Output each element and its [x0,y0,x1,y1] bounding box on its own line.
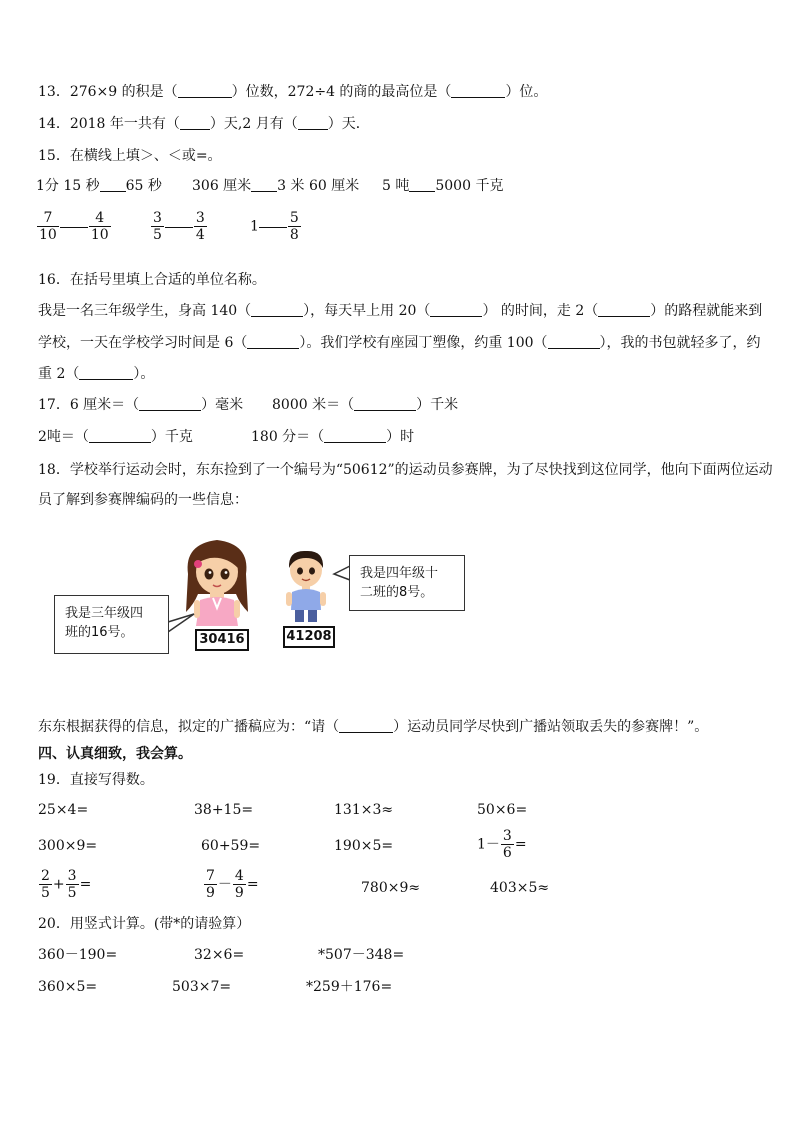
calc-item: 60+59= [201,838,261,854]
girl-badge: 30416 [195,629,249,651]
calc-item-fraction: $\frac{2}{5}$ + $\frac{3}{5}$ = [41,868,92,901]
q16-title: 16．在括号里填上合适的单位名称。 [38,272,266,288]
q15-fraction-compare-2: $\frac{3}{5}$ $\frac{3}{4}$ [153,210,205,243]
q16-line-3: 重 2（ ）。 [38,366,155,382]
q17-item-4: 180 分＝（ ）时 [251,429,415,445]
q19-title: 19．直接写得数。 [38,772,154,788]
q16-line-1: 我是一名三年级学生，身高 140（ ），每天早上用 20（ ） 的时间，走 2（ ）的路程就能来到 [38,303,763,319]
girl-speech-bubble: 我是三年级四 班的16号。 [54,595,169,654]
calc-item: 360－190= [38,947,118,963]
calc-item: 503×7= [172,979,232,995]
q18-text-2: 员了解到参赛牌编码的一些信息： [38,492,248,508]
q15-title: 15．在横线上填＞、＜或=。 [38,148,222,164]
q15-compare-3: 5 吨 5000 千克 [382,178,504,194]
calc-item: 360×5= [38,979,98,995]
boy-badge: 41208 [283,626,335,648]
calc-item: 780×9≈ [361,880,421,896]
calc-item: *507－348= [318,947,405,963]
q14: 14．2018 年一共有（ ）天,2 月有（ ）天． [38,116,370,132]
q15-compare-1: 1分 15 秒 65 秒 [36,178,162,194]
q15-fraction-compare-3: 1 $\frac{5}{8}$ [250,210,299,243]
calc-item: *259＋176= [306,979,393,995]
q16-line-2: 学校，一天在学校学习时间是 6（ ）。我们学校有座园丁塑像，约重 100（ ），我的书包就轻多了，约 [38,335,761,351]
calc-item: 32×6= [194,947,245,963]
q17-item-2: 8000 米＝（ ）千米 [272,397,459,413]
answer-blank[interactable] [339,718,393,733]
calc-item: 50×6= [477,802,528,818]
q15-compare-2: 306 厘米 3 米 60 厘米 [192,178,360,194]
q18-text-1: 18．学校举行运动会时，东东捡到了一个编号为“50612”的运动员参赛牌，为了尽快找到这位同学，他向下面两位运动 [38,462,773,478]
section-4-title: 四、认真细致，我会算。 [38,746,192,762]
calc-item-fraction: 1－ $\frac{3}{6}$ = [477,828,527,861]
q17-item-1: 17．6 厘米＝（ ）毫米 [38,397,244,413]
calc-item-fraction: $\frac{7}{9}$ － $\frac{4}{9}$ = [206,868,259,901]
calc-item: 25×4= [38,802,89,818]
q17-item-3: 2吨＝（ ）千克 [38,429,193,445]
calc-item: 300×9= [38,838,98,854]
calc-item: 190×5= [334,838,394,854]
calc-item: 38+15= [194,802,254,818]
calc-item: 131×3≈ [334,802,394,818]
q18-answer: 东东根据获得的信息，拟定的广播稿应为：“请（ ）运动员同学尽快到广播站领取丢失的参赛牌！”。 [38,719,709,735]
boy-speech-bubble: 我是四年级十 二班的8号。 [349,555,465,611]
q20-title: 20．用竖式计算。(带*的请验算） [38,916,251,932]
q13: 13．276×9 的积是（ ）位数，272÷4 的商的最高位是（ ）位。 [38,84,548,100]
q15-fraction-compare-1: $\frac{7}{10}$ $\frac{4}{10}$ [39,210,109,243]
calc-item: 403×5≈ [490,880,550,896]
